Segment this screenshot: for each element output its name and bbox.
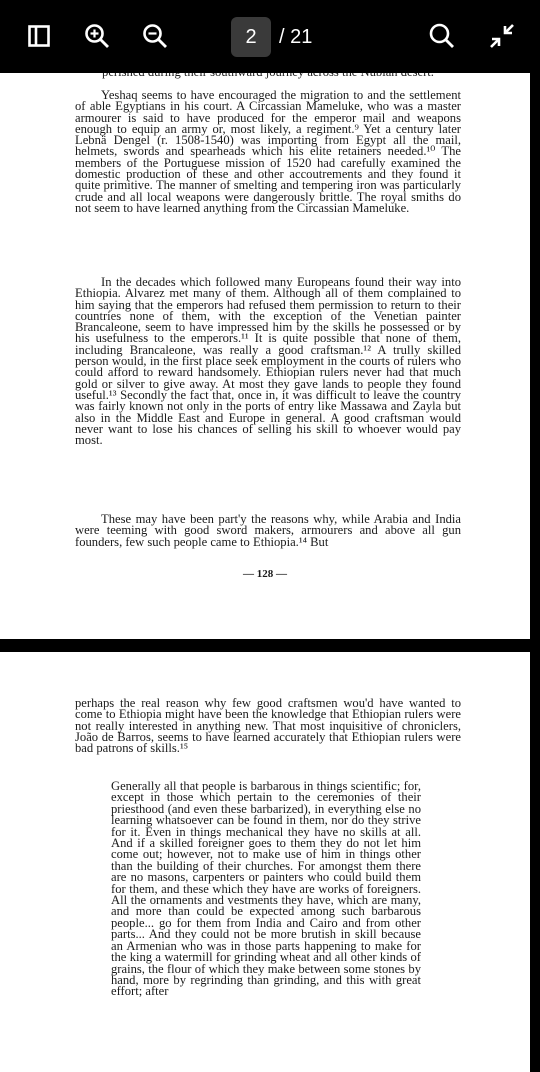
pdf-toolbar	[0, 0, 540, 73]
search-button[interactable]	[424, 18, 460, 54]
zoom-out-button[interactable]	[137, 18, 173, 54]
paragraph: Yeshaq seems to have encouraged the migration to and the settlement of able Egyptians in his court. A Circassian Mameluke, who was a master armourer is said to have produced for the emperor mail and weapons enough to equip an army or, most likely, a regiment.⁹ Yet a century later Lebnä Dengel (r. 1508-1540) was importing from Egypt all the mail, helmets, swords and spearheads which his elite retainers needed.¹⁰ The members of the Portuguese mission of 1520 had carefully examined the domestic production of these and other accoutrements and they found it quite primitive. The manner of smelting and tempering iron was particularly crude and all local weapons were dangerously brittle. The royal smiths do not seem to have learned anything from the Circassian Mameluke.	[75, 88, 461, 215]
exit-fullscreen-button[interactable]	[484, 18, 520, 54]
exit-fullscreen-icon	[489, 23, 515, 49]
paragraph: perhaps the real reason why few good craftsmen wou'd have wanted to come to Ethiopia might have been the knowledge that Ethiopian rulers were not really interested in anything new. That most inquisitive of chroniclers, João de Barros, seems to have learned accurately that Ethiopian rulers were bad patrons of skills.¹⁵	[75, 696, 461, 756]
page-number-input[interactable]: 2	[231, 17, 271, 57]
pdf-page	[0, 652, 530, 1072]
page-number-footer: — 128 —	[243, 568, 287, 580]
sidebar-toggle-icon	[27, 24, 51, 48]
zoom-in-icon	[84, 23, 110, 49]
paragraph: In the decades which followed many Europeans found their way into Ethiopia. Alvarez met many of them. Although all of them complained to him saying that the emperors had refused them permission to return to their countries none of them, with the exception of the Venetian painter Brancaleone, seem to have impressed him by the skills he possessed or by his usefulness to the emperors.¹¹ It is quite possible that none of them, including Brancaleone, was really a good craftsman.¹² A trully skilled person would, in the first place seek employment in the courts of rulers who could afford to reward handsomely. Ethiopian rulers never had that much gold or silver to give away. At most they gave lands to people they found useful.¹³ Secondly the fact that, once in, it was difficult to leave the country was fairly known not only in the ports of entry like Massawa and Zayla but also in the Middle East and Europe in general. A good craftsman would never want to lose his chances of selling his skill to whoever would pay most.	[75, 275, 461, 448]
search-icon	[429, 23, 455, 49]
page-total: / 21	[279, 26, 313, 48]
zoom-out-icon	[142, 23, 168, 49]
paragraph: These may have been part'y the reasons why, while Arabia and India were teeming with good sword makers, armourers and above all gun founders, few such people came to Ethiopia.¹⁴ But	[75, 512, 461, 549]
block-quote: Generally all that people is barbarous in things scientific; for, except in those which pertain to the ceremonies of their priesthood (and even these barbarized), in everything else no learning whatsoever can be found in them, nor do they strive for it. Even in things mechanical they have no skills at all. And if a skilled foreigner goes to them they do not let him come out; however, not to make use of him in things other than the building of their churches. For amongst them there are no masons, carpenters or painters who could build them for them, and these which they have are works of foreigners. All the ornaments and vestments they have, which are many, and more than could be expected among such barbarous people... go for them from India and Cairo and from other parts... And they could not be more brutish in skill because an Armenian who was in those parts happening to make for the king a watermill for grinding wheat and all other kinds of grains, the flour of which they make between some stones by hand, more by regrinding than grinding, and this with great effort; after	[111, 779, 421, 999]
pdf-page	[0, 73, 530, 639]
zoom-in-button[interactable]	[79, 18, 115, 54]
sidebar-toggle-button[interactable]	[21, 18, 57, 54]
